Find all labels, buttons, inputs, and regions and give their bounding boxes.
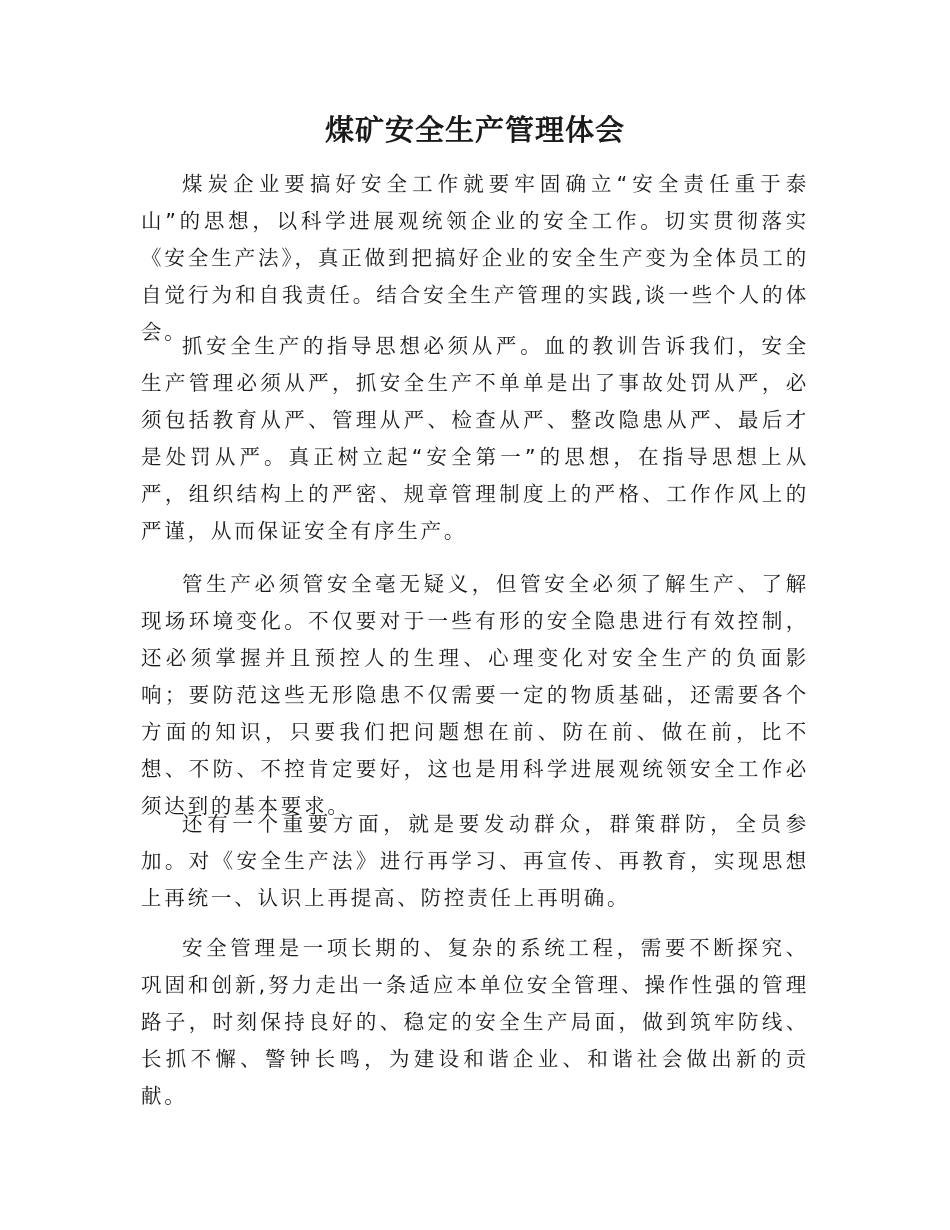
paragraph-1: 煤炭企业要搞好安全工作就要牢固确立“安全责任重于泰山”的思想，以科学进展观统领企业的安全工作。切实贯彻落实《安全生产法》，真正做到把搞好企业的安全生产变为全体员工的自觉行为和自我责任。结合安全生产管理的实践,谈一些个人的体会。 [141,172,809,344]
paragraph-3: 管生产必须管安全毫无疑义，但管安全必须了解生产、了解现场环境变化。不仅要对于一些有形的安全隐患进行有效控制，还必须掌握并且预控人的生理、心理变化对安全生产的负面影响；要防范这些无形隐患不仅需要一定的物质基础，还需要各个方面的知识，只要我们把问题想在前、防在前、做在前，比不想、不防、不控肯定要好，这也是用科学进展观统领安全工作必须达到的基本要求。 [141,572,809,818]
paragraph-2: 抓安全生产的指导思想必须从严。血的教训告诉我们，安全生产管理必须从严，抓安全生产不单单是出了事故处罚从严，必须包括教育从严、管理从严、检查从严、整改隐患从严、最后才是处罚从严。真正树立起“安全第一”的思想，在指导思想上从严，组织结构上的严密、规章管理制度上的严格、工作作风上的严谨，从而保证安全有序生产。 [141,334,809,543]
document-title: 煤矿安全生产管理体会 [324,113,625,147]
paragraph-4: 还有一个重要方面，就是要发动群众，群策群防，全员参加。对《安全生产法》进行再学习、再宣传、再教育，实现思想上再统一、认识上再提高、防控责任上再明确。 [141,812,809,910]
paragraph-5: 安全管理是一项长期的、复杂的系统工程，需要不断探究、巩固和创新,努力走出一条适应本单位安全管理、操作性强的管理路子，时刻保持良好的、稳定的安全生产局面，做到筑牢防线、长抓不懈、警钟长鸣，为建设和谐企业、和谐社会做出新的贡献。 [141,936,809,1108]
